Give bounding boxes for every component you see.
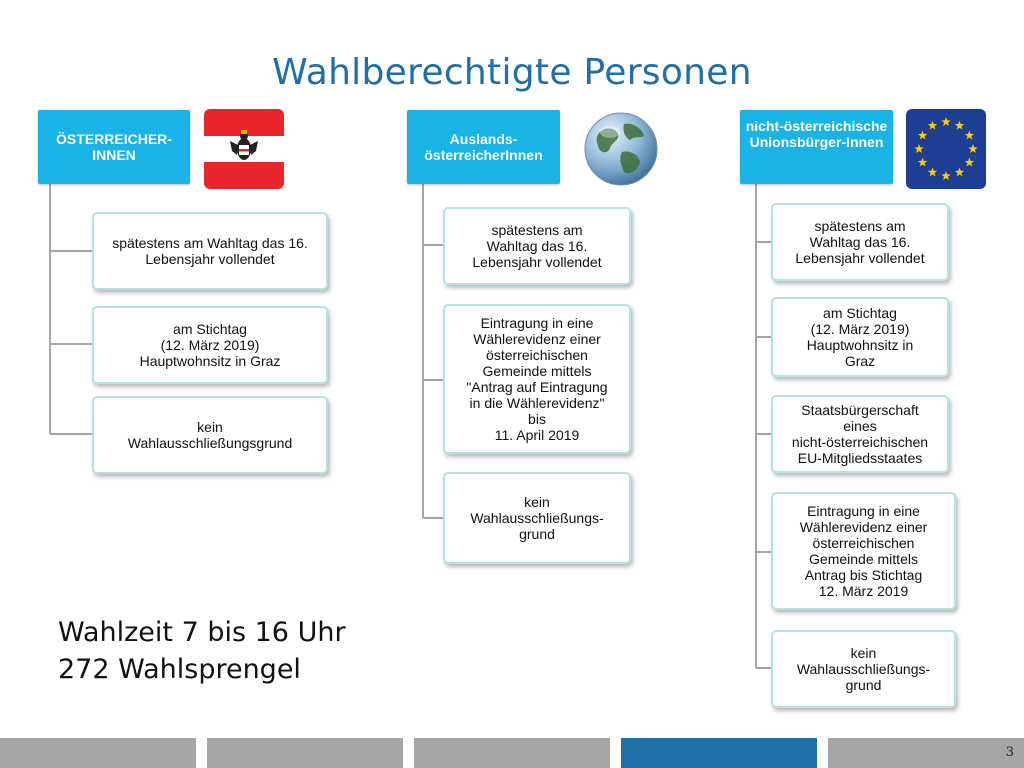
header-unionsbuerger: nicht-österreichische Unionsbürger-Innen: [740, 110, 893, 184]
criterion-age: spätestens am Wahltag das 16. Lebensjahr vollendet: [771, 203, 949, 281]
globe-icon: [582, 110, 660, 188]
footer-bar-segment: [207, 738, 403, 768]
criterion-no-exclusion: kein Wahlausschließungsgrund: [92, 396, 328, 474]
footer-bar-segment: [0, 738, 196, 768]
header-oesterreicher: ÖSTERREICHER-INNEN: [38, 110, 190, 184]
header-auslandsoesterreicher: Auslands-österreicherInnen: [407, 110, 560, 184]
election-info: [58, 614, 346, 688]
austrian-flag-icon: [203, 108, 285, 190]
polling-districts: 272 Wahlsprengel: [58, 654, 301, 685]
footer-bar-segment: [414, 738, 610, 768]
criterion-registration: Eintragung in eine Wählerevidenz einer österreichischen Gemeinde mittels Antrag bis Stichtag 12. März 2019: [771, 492, 956, 610]
criterion-residence: am Stichtag (12. März 2019) Hauptwohnsitz in Graz: [92, 306, 328, 384]
page-number: 3: [1005, 745, 1014, 760]
criterion-citizenship: Staatsbürgerschaft eines nicht-österreichischen EU-Mitgliedsstaates: [771, 395, 949, 473]
voting-hours: Wahlzeit 7 bis 16 Uhr: [58, 617, 346, 648]
criterion-no-exclusion: kein Wahlausschließungs- grund: [771, 630, 956, 708]
criterion-age: spätestens am Wahltag das 16. Lebensjahr vollendet: [443, 207, 631, 285]
criterion-age: spätestens am Wahltag das 16. Lebensjahr vollendet: [92, 212, 328, 290]
page-title: Wahlberechtigte Personen: [272, 52, 752, 93]
footer-bar-segment: [828, 738, 1024, 768]
criterion-no-exclusion: kein Wahlausschließungs- grund: [443, 472, 631, 564]
criterion-registration: Eintragung in eine Wählerevidenz einer österreichischen Gemeinde mittels "Antrag auf Eintragung in die Wählerevidenz" bis 11. April 2019: [443, 304, 631, 454]
footer-bar-segment-active: [621, 738, 817, 768]
eu-flag-icon: [905, 108, 987, 190]
criterion-residence: am Stichtag (12. März 2019) Hauptwohnsitz in Graz: [771, 297, 949, 377]
